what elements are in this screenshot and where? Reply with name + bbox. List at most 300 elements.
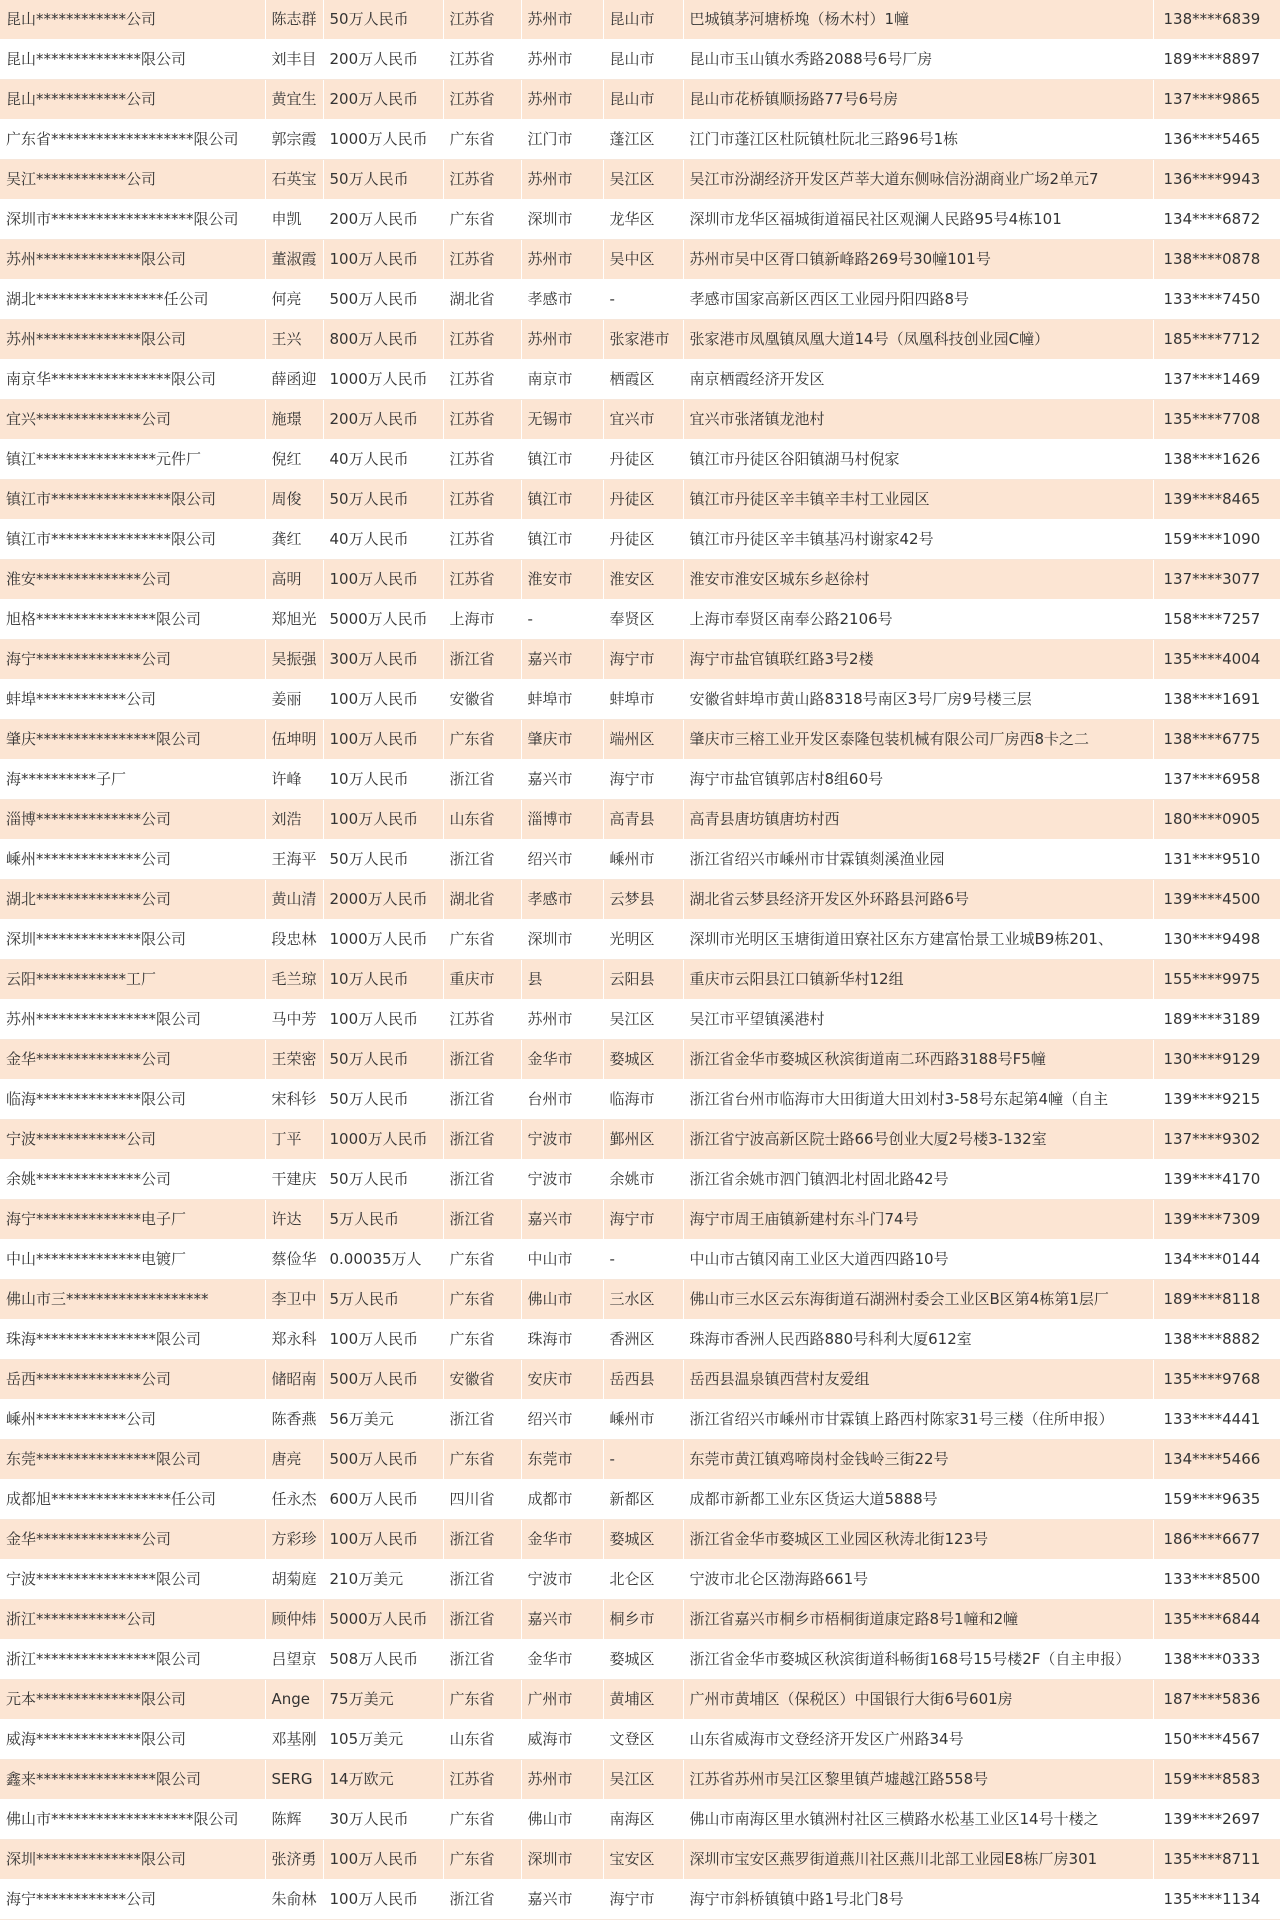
province-cell: 浙江省 [443,1560,521,1600]
contact-person-cell: 宋科钐 [265,1080,323,1120]
address-cell: 浙江省绍兴市嵊州市甘霖镇上路西村陈家31号三楼（住所申报） [683,1400,1153,1440]
table-row [0,960,1280,1000]
district-cell: 栖霞区 [603,360,683,400]
city-cell: 金华市 [521,1040,603,1080]
province-cell: 山东省 [443,800,521,840]
city-cell: 苏州市 [521,80,603,120]
company-name-cell: 苏州**************限公司 [0,240,265,280]
address-cell: 深圳市光明区玉塘街道田寮社区东方建富怡景工业城B9栋201、 [683,920,1153,960]
address-cell: 广州市黄埔区（保税区）中国银行大街6号601房 [683,1680,1153,1720]
address-cell: 海宁市盐官镇郭店村8组60号 [683,760,1153,800]
address-cell: 海宁市周王庙镇新建村东斗门74号 [683,1200,1153,1240]
district-cell: 海宁市 [603,640,683,680]
table-row [0,1720,1280,1760]
table-row [0,120,1280,160]
address-cell: 孝感市国家高新区西区工业园丹阳四路8号 [683,280,1153,320]
city-cell: 嘉兴市 [521,640,603,680]
contact-person-cell: 王荣密 [265,1040,323,1080]
district-cell: 三水区 [603,1280,683,1320]
registered-capital-cell: 50万人民币 [323,0,443,40]
contact-person-cell: 申凯 [265,200,323,240]
company-name-cell: 深圳**************限公司 [0,920,265,960]
address-cell: 江苏省苏州市吴江区黎里镇芦墟越江路558号 [683,1760,1153,1800]
phone-cell: 130****9129 [1153,1040,1280,1080]
registered-capital-cell: 50万人民币 [323,1080,443,1120]
address-cell: 肇庆市三榕工业开发区泰隆包装机械有限公司厂房西8卡之二 [683,720,1153,760]
registered-capital-cell: 200万人民币 [323,40,443,80]
address-cell: 浙江省绍兴市嵊州市甘霖镇剡溪渔业园 [683,840,1153,880]
table-row [0,240,1280,280]
table-row [0,280,1280,320]
company-name-cell: 嵊州************公司 [0,1400,265,1440]
district-cell: 端州区 [603,720,683,760]
table-row [0,880,1280,920]
contact-person-cell: 李卫中 [265,1280,323,1320]
company-name-cell: 鑫来****************限公司 [0,1760,265,1800]
phone-cell: 135****8711 [1153,1840,1280,1880]
address-cell: 成都市新都工业东区货运大道5888号 [683,1480,1153,1520]
registered-capital-cell: 50万人民币 [323,1040,443,1080]
table-row [0,840,1280,880]
province-cell: 浙江省 [443,1400,521,1440]
district-cell: 嵊州市 [603,1400,683,1440]
company-name-cell: 中山**************电镀厂 [0,1240,265,1280]
city-cell: 孝感市 [521,880,603,920]
city-cell: 珠海市 [521,1320,603,1360]
registered-capital-cell: 0.00035万人 [323,1240,443,1280]
table-row [0,1840,1280,1880]
city-cell: 嘉兴市 [521,1200,603,1240]
city-cell: 县 [521,960,603,1000]
table-row [0,1240,1280,1280]
province-cell: 浙江省 [443,640,521,680]
registered-capital-cell: 75万美元 [323,1680,443,1720]
address-cell: 淮安市淮安区城东乡赵徐村 [683,560,1153,600]
contact-person-cell: 施璟 [265,400,323,440]
company-name-cell: 东莞****************限公司 [0,1440,265,1480]
address-cell: 深圳市龙华区福城街道福民社区观澜人民路95号4栋101 [683,200,1153,240]
company-name-cell: 淮安**************公司 [0,560,265,600]
city-cell: 成都市 [521,1480,603,1520]
city-cell: 佛山市 [521,1280,603,1320]
province-cell: 江苏省 [443,80,521,120]
province-cell: 广东省 [443,1440,521,1480]
district-cell: - [603,1240,683,1280]
table-row [0,200,1280,240]
phone-cell: 185****7712 [1153,320,1280,360]
district-cell: 云阳县 [603,960,683,1000]
company-name-cell: 佛山市*******************限公司 [0,1800,265,1840]
district-cell: 婺城区 [603,1640,683,1680]
address-cell: 镇江市丹徒区谷阳镇湖马村倪家 [683,440,1153,480]
phone-cell: 135****7708 [1153,400,1280,440]
phone-cell: 135****1134 [1153,1880,1280,1920]
city-cell: 江门市 [521,120,603,160]
table-row [0,0,1280,40]
registered-capital-cell: 200万人民币 [323,400,443,440]
address-cell: 镇江市丹徒区辛丰镇辛丰村工业园区 [683,480,1153,520]
phone-cell: 187****5836 [1153,1680,1280,1720]
district-cell: 蓬江区 [603,120,683,160]
city-cell: 苏州市 [521,0,603,40]
table-row [0,1520,1280,1560]
contact-person-cell: 王海平 [265,840,323,880]
registered-capital-cell: 10万人民币 [323,960,443,1000]
province-cell: 浙江省 [443,1040,521,1080]
table-row [0,320,1280,360]
address-cell: 东莞市黄江镇鸡啼岗村金钱岭三街22号 [683,1440,1153,1480]
province-cell: 广东省 [443,1840,521,1880]
contact-person-cell: 董淑霞 [265,240,323,280]
district-cell: 张家港市 [603,320,683,360]
city-cell: 苏州市 [521,1000,603,1040]
table-row [0,720,1280,760]
province-cell: 浙江省 [443,840,521,880]
table-row [0,520,1280,560]
address-cell: 浙江省台州市临海市大田街道大田刘村3-58号东起第4幢（自主 [683,1080,1153,1120]
table-row [0,1440,1280,1480]
contact-person-cell: 毛兰琼 [265,960,323,1000]
company-name-cell: 南京华****************限公司 [0,360,265,400]
district-cell: 高青县 [603,800,683,840]
registered-capital-cell: 100万人民币 [323,680,443,720]
district-cell: 吴中区 [603,240,683,280]
company-name-cell: 蚌埠************公司 [0,680,265,720]
registered-capital-cell: 1000万人民币 [323,920,443,960]
contact-person-cell: Ange [265,1680,323,1720]
province-cell: 安徽省 [443,680,521,720]
phone-cell: 139****7309 [1153,1200,1280,1240]
city-cell: 宁波市 [521,1160,603,1200]
company-name-cell: 镇江市****************限公司 [0,520,265,560]
district-cell: 桐乡市 [603,1600,683,1640]
contact-person-cell: 任永杰 [265,1480,323,1520]
city-cell: 嘉兴市 [521,760,603,800]
district-cell: 云梦县 [603,880,683,920]
district-cell: 昆山市 [603,80,683,120]
address-cell: 江门市蓬江区杜阮镇杜阮北三路96号1栋 [683,120,1153,160]
city-cell: 南京市 [521,360,603,400]
registered-capital-cell: 200万人民币 [323,80,443,120]
company-name-cell: 镇江市****************限公司 [0,480,265,520]
company-name-cell: 苏州****************限公司 [0,1000,265,1040]
address-cell: 珠海市香洲人民西路880号科利大厦612室 [683,1320,1153,1360]
address-cell: 张家港市凤凰镇凤凰大道14号（凤凰科技创业园C幢） [683,320,1153,360]
table-row [0,800,1280,840]
registered-capital-cell: 508万人民币 [323,1640,443,1680]
registered-capital-cell: 5万人民币 [323,1280,443,1320]
contact-person-cell: 陈志群 [265,0,323,40]
district-cell: 蚌埠市 [603,680,683,720]
province-cell: 浙江省 [443,1640,521,1680]
phone-cell: 134****5466 [1153,1440,1280,1480]
city-cell: 佛山市 [521,1800,603,1840]
city-cell: 宁波市 [521,1120,603,1160]
city-cell: 蚌埠市 [521,680,603,720]
table-row [0,480,1280,520]
registered-capital-cell: 5000万人民币 [323,1600,443,1640]
table-row [0,680,1280,720]
address-cell: 深圳市宝安区燕罗街道燕川社区燕川北部工业园E8栋厂房301 [683,1840,1153,1880]
company-name-cell: 湖北**************公司 [0,880,265,920]
city-cell: 宁波市 [521,1560,603,1600]
company-name-cell: 临海**************限公司 [0,1080,265,1120]
company-name-cell: 广东省*******************限公司 [0,120,265,160]
company-name-cell: 宜兴**************公司 [0,400,265,440]
table-row [0,1640,1280,1680]
province-cell: 重庆市 [443,960,521,1000]
contact-person-cell: 马中芳 [265,1000,323,1040]
registered-capital-cell: 56万美元 [323,1400,443,1440]
contact-person-cell: 段忠林 [265,920,323,960]
registered-capital-cell: 50万人民币 [323,480,443,520]
company-name-cell: 金华**************公司 [0,1520,265,1560]
registered-capital-cell: 105万美元 [323,1720,443,1760]
city-cell: 苏州市 [521,240,603,280]
contact-person-cell: 方彩珍 [265,1520,323,1560]
phone-cell: 139****8465 [1153,480,1280,520]
phone-cell: 139****9215 [1153,1080,1280,1120]
district-cell: 婺城区 [603,1040,683,1080]
district-cell: - [603,1440,683,1480]
contact-person-cell: 薛函迎 [265,360,323,400]
table-row [0,600,1280,640]
district-cell: 奉贤区 [603,600,683,640]
province-cell: 安徽省 [443,1360,521,1400]
province-cell: 广东省 [443,920,521,960]
address-cell: 南京栖霞经济开发区 [683,360,1153,400]
contact-person-cell: 郑旭光 [265,600,323,640]
registered-capital-cell: 2000万人民币 [323,880,443,920]
address-cell: 湖北省云梦县经济开发区外环路县河路6号 [683,880,1153,920]
registered-capital-cell: 100万人民币 [323,1840,443,1880]
city-cell: 深圳市 [521,920,603,960]
city-cell: 嘉兴市 [521,1880,603,1920]
registered-capital-cell: 100万人民币 [323,1880,443,1920]
table-row [0,1760,1280,1800]
company-name-cell: 湖北*****************任公司 [0,280,265,320]
district-cell: 宝安区 [603,1840,683,1880]
table-row [0,40,1280,80]
contact-person-cell: 干建庆 [265,1160,323,1200]
phone-cell: 180****0905 [1153,800,1280,840]
province-cell: 四川省 [443,1480,521,1520]
phone-cell: 135****4004 [1153,640,1280,680]
address-cell: 岳西县温泉镇西营村友爱组 [683,1360,1153,1400]
phone-cell: 186****6677 [1153,1520,1280,1560]
phone-cell: 137****9865 [1153,80,1280,120]
company-name-cell: 镇江****************元件厂 [0,440,265,480]
district-cell: 北仑区 [603,1560,683,1600]
city-cell: 嘉兴市 [521,1600,603,1640]
city-cell: 深圳市 [521,1840,603,1880]
address-cell: 中山市古镇冈南工业区大道西四路10号 [683,1240,1153,1280]
table-row [0,1280,1280,1320]
contact-person-cell: 胡菊庭 [265,1560,323,1600]
city-cell: 苏州市 [521,40,603,80]
province-cell: 广东省 [443,1280,521,1320]
table-row [0,1680,1280,1720]
contact-person-cell: 姜丽 [265,680,323,720]
contact-person-cell: 邓基刚 [265,1720,323,1760]
contact-person-cell: 倪红 [265,440,323,480]
phone-cell: 137****3077 [1153,560,1280,600]
company-name-cell: 宁波************公司 [0,1120,265,1160]
phone-cell: 134****0144 [1153,1240,1280,1280]
company-name-cell: 海**********子厂 [0,760,265,800]
registered-capital-cell: 5000万人民币 [323,600,443,640]
city-cell: 苏州市 [521,160,603,200]
company-name-cell: 岳西**************公司 [0,1360,265,1400]
province-cell: 江苏省 [443,440,521,480]
district-cell: 吴江区 [603,1000,683,1040]
company-name-cell: 嵊州**************公司 [0,840,265,880]
company-name-cell: 旭格****************限公司 [0,600,265,640]
city-cell: 威海市 [521,1720,603,1760]
table-row [0,1560,1280,1600]
address-cell: 浙江省余姚市泗门镇泗北村固北路42号 [683,1160,1153,1200]
province-cell: 江苏省 [443,160,521,200]
city-cell: 淮安市 [521,560,603,600]
address-cell: 浙江省嘉兴市桐乡市梧桐街道康定路8号1幢和2幢 [683,1600,1153,1640]
province-cell: 江苏省 [443,0,521,40]
company-name-cell: 浙江****************限公司 [0,1640,265,1680]
phone-cell: 131****9510 [1153,840,1280,880]
registered-capital-cell: 1000万人民币 [323,360,443,400]
city-cell: 绍兴市 [521,1400,603,1440]
company-name-cell: 余姚**************公司 [0,1160,265,1200]
table-row [0,1200,1280,1240]
province-cell: 浙江省 [443,1080,521,1120]
registered-capital-cell: 100万人民币 [323,720,443,760]
province-cell: 广东省 [443,1320,521,1360]
address-cell: 海宁市斜桥镇镇中路1号北门8号 [683,1880,1153,1920]
company-name-cell: 成都旭****************任公司 [0,1480,265,1520]
city-cell: 广州市 [521,1680,603,1720]
district-cell: 南海区 [603,1800,683,1840]
city-cell: 镇江市 [521,440,603,480]
address-cell: 浙江省金华市婺城区秋滨街道南二环西路3188号F5幢 [683,1040,1153,1080]
phone-cell: 159****9635 [1153,1480,1280,1520]
phone-cell: 159****1090 [1153,520,1280,560]
district-cell: 岳西县 [603,1360,683,1400]
contact-person-cell: 黄宜生 [265,80,323,120]
contact-person-cell: 储昭南 [265,1360,323,1400]
contact-person-cell: 唐亮 [265,1440,323,1480]
phone-cell: 138****0878 [1153,240,1280,280]
contact-person-cell: 许峰 [265,760,323,800]
contact-person-cell: 石英宝 [265,160,323,200]
city-cell: 安庆市 [521,1360,603,1400]
province-cell: 浙江省 [443,760,521,800]
district-cell: 宜兴市 [603,400,683,440]
contact-person-cell: 郑永科 [265,1320,323,1360]
phone-cell: 138****1691 [1153,680,1280,720]
phone-cell: 158****7257 [1153,600,1280,640]
table-row [0,360,1280,400]
phone-cell: 150****4567 [1153,1720,1280,1760]
address-cell: 宁波市北仑区渤海路661号 [683,1560,1153,1600]
table-row [0,920,1280,960]
address-cell: 苏州市吴中区胥口镇新峰路269号30幢101号 [683,240,1153,280]
company-name-cell: 昆山**************限公司 [0,40,265,80]
table-row [0,560,1280,600]
registered-capital-cell: 1000万人民币 [323,1120,443,1160]
registered-capital-cell: 100万人民币 [323,1320,443,1360]
district-cell: 香洲区 [603,1320,683,1360]
address-cell: 浙江省宁波高新区院士路66号创业大厦2号楼3-132室 [683,1120,1153,1160]
district-cell: 吴江区 [603,1760,683,1800]
registered-capital-cell: 500万人民币 [323,1440,443,1480]
district-cell: 临海市 [603,1080,683,1120]
phone-cell: 134****6872 [1153,200,1280,240]
city-cell: 中山市 [521,1240,603,1280]
district-cell: 嵊州市 [603,840,683,880]
company-name-cell: 海宁**************公司 [0,640,265,680]
phone-cell: 138****1626 [1153,440,1280,480]
district-cell: 淮安区 [603,560,683,600]
contact-person-cell: 蔡俭华 [265,1240,323,1280]
table-row [0,80,1280,120]
registered-capital-cell: 100万人民币 [323,240,443,280]
registered-capital-cell: 50万人民币 [323,160,443,200]
district-cell: 海宁市 [603,760,683,800]
contact-person-cell: 许达 [265,1200,323,1240]
table-row [0,760,1280,800]
contact-person-cell: 吕望京 [265,1640,323,1680]
registered-capital-cell: 30万人民币 [323,1800,443,1840]
table-row [0,1120,1280,1160]
registered-capital-cell: 1000万人民币 [323,120,443,160]
district-cell: 婺城区 [603,1520,683,1560]
province-cell: 江苏省 [443,400,521,440]
district-cell: 丹徒区 [603,440,683,480]
phone-cell: 135****9768 [1153,1360,1280,1400]
registered-capital-cell: 600万人民币 [323,1480,443,1520]
contact-person-cell: 张济勇 [265,1840,323,1880]
company-name-cell: 昆山************公司 [0,0,265,40]
city-cell: 镇江市 [521,520,603,560]
contact-person-cell: 吴振强 [265,640,323,680]
contact-person-cell: 陈辉 [265,1800,323,1840]
registered-capital-cell: 500万人民币 [323,1360,443,1400]
contact-person-cell: SERG [265,1760,323,1800]
phone-cell: 136****5465 [1153,120,1280,160]
phone-cell: 137****1469 [1153,360,1280,400]
city-cell: - [521,600,603,640]
contact-person-cell: 伍坤明 [265,720,323,760]
company-name-cell: 海宁**************电子厂 [0,1200,265,1240]
address-cell: 昆山市玉山镇水秀路2088号6号厂房 [683,40,1153,80]
city-cell: 东莞市 [521,1440,603,1480]
province-cell: 江苏省 [443,320,521,360]
address-cell: 宜兴市张渚镇龙池村 [683,400,1153,440]
registered-capital-cell: 100万人民币 [323,560,443,600]
company-name-cell: 佛山市三******************* [0,1280,265,1320]
contact-person-cell: 刘浩 [265,800,323,840]
address-cell: 镇江市丹徒区辛丰镇基冯村谢家42号 [683,520,1153,560]
registered-capital-cell: 800万人民币 [323,320,443,360]
province-cell: 山东省 [443,1720,521,1760]
contact-person-cell: 刘丰目 [265,40,323,80]
province-cell: 浙江省 [443,1200,521,1240]
company-name-cell: 金华**************公司 [0,1040,265,1080]
district-cell: 丹徒区 [603,480,683,520]
city-cell: 淄博市 [521,800,603,840]
registered-capital-cell: 300万人民币 [323,640,443,680]
registered-capital-cell: 100万人民币 [323,800,443,840]
district-cell: 鄞州区 [603,1120,683,1160]
